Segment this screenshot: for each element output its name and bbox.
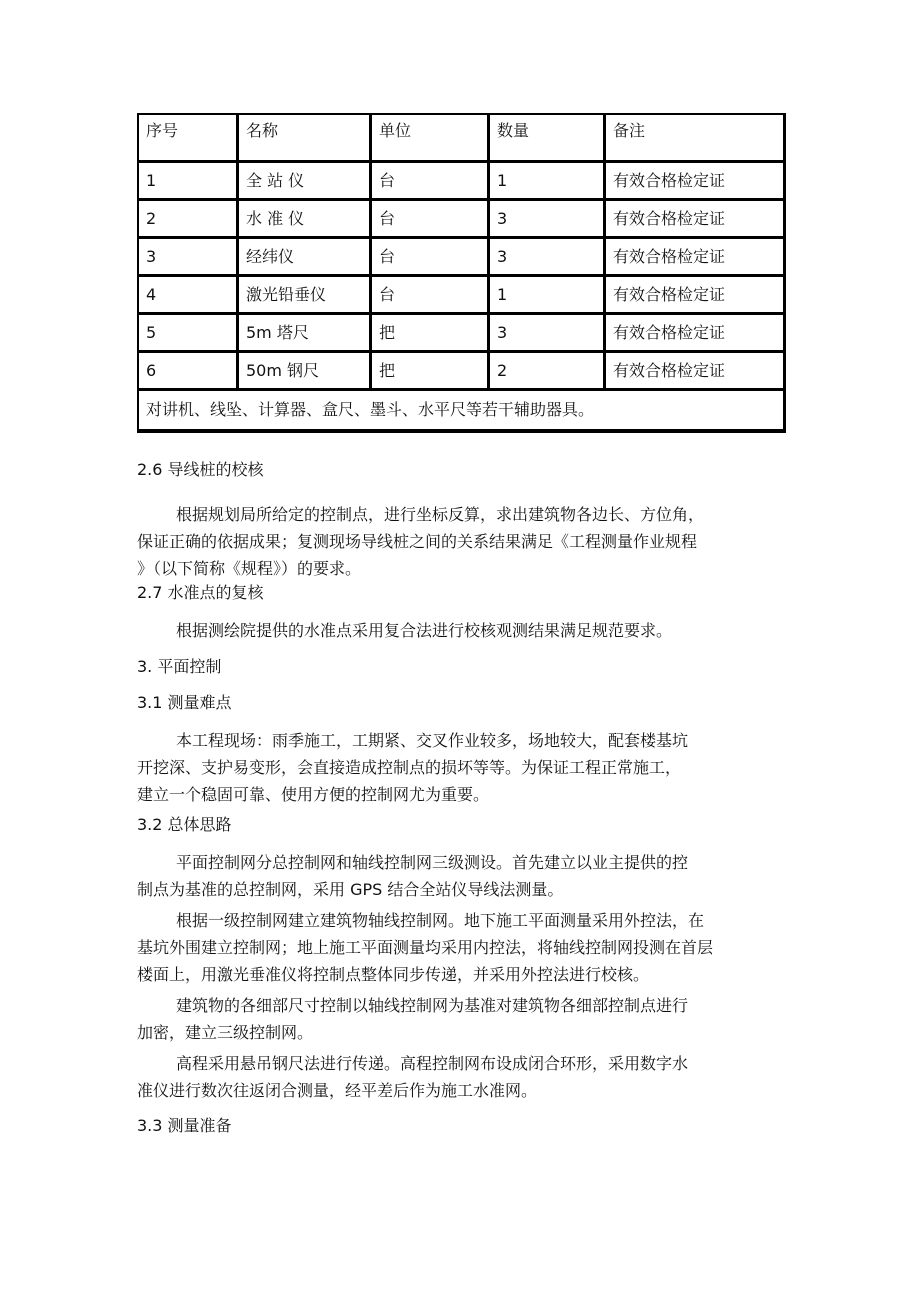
- paragraph-line: 制点为基准的总控制网，采用 GPS 结合全站仪导线法测量。: [137, 880, 564, 899]
- table-cell: 3: [489, 314, 605, 352]
- table-cell: 6: [138, 352, 238, 390]
- table-footer-note: 对讲机、线坠、计算器、盒尺、墨斗、水平尺等若干辅助器具。: [138, 390, 785, 432]
- section-heading-3-3: 3.3 测量准备: [137, 1116, 232, 1135]
- section-heading-2-6: 2.6 导线桩的校核: [137, 460, 264, 479]
- header-cell-unit: 单位: [371, 114, 489, 162]
- table-cell: 台: [371, 276, 489, 314]
- table-cell: 全 站 仪: [238, 162, 371, 200]
- table-cell: 水 准 仪: [238, 200, 371, 238]
- table-cell: 3: [138, 238, 238, 276]
- paragraph-line: 根据规划局所给定的控制点，进行坐标反算，求出建筑物各边长、方位角，: [176, 505, 705, 524]
- table-cell: 有效合格检定证: [605, 352, 785, 390]
- paragraph-2-7: [137, 617, 787, 644]
- table-cell: 50m 钢尺: [238, 352, 371, 390]
- paragraph-3-2-1: [137, 849, 787, 903]
- table-row: [138, 162, 785, 200]
- table-row: [138, 238, 785, 276]
- table-cell: 经纬仪: [238, 238, 371, 276]
- table-cell: 1: [489, 162, 605, 200]
- table-cell: 有效合格检定证: [605, 200, 785, 238]
- table-cell: 有效合格检定证: [605, 276, 785, 314]
- table-cell: 台: [371, 238, 489, 276]
- table-cell: 把: [371, 352, 489, 390]
- table-cell: 把: [371, 314, 489, 352]
- paragraph-3-2-2: [137, 907, 787, 988]
- section-heading-3-2: 3.2 总体思路: [137, 815, 232, 834]
- table-cell: 2: [138, 200, 238, 238]
- section-heading-2-7: 2.7 水准点的复核: [137, 583, 264, 602]
- table-cell: 激光铅垂仪: [238, 276, 371, 314]
- table-row: [138, 276, 785, 314]
- table-cell: 有效合格检定证: [605, 314, 785, 352]
- paragraph-line: 平面控制网分总控制网和轴线控制网三级测设。首先建立以业主提供的控: [176, 853, 689, 872]
- table-cell: 台: [371, 200, 489, 238]
- table-cell: 1: [489, 276, 605, 314]
- table-cell: 5: [138, 314, 238, 352]
- table-row: [138, 314, 785, 352]
- table-footer-row: [138, 390, 785, 432]
- table-cell: 有效合格检定证: [605, 162, 785, 200]
- section-heading-3: 3. 平面控制: [137, 657, 222, 676]
- table-cell: 4: [138, 276, 238, 314]
- paragraph-line: 保证正确的依据成果；复测现场导线桩之间的关系结果满足《工程测量作业规程: [137, 532, 698, 551]
- paragraph-line: 加密，建立三级控制网。: [137, 1023, 314, 1042]
- table-cell: 3: [489, 200, 605, 238]
- table-row: [138, 352, 785, 390]
- table-cell: 台: [371, 162, 489, 200]
- paragraph-line: 准仪进行数次往返闭合测量，经平差后作为施工水准网。: [137, 1081, 538, 1100]
- paragraph-line: 根据测绘院提供的水准点采用复合法进行校核观测结果满足规范要求。: [176, 621, 673, 640]
- section-heading-3-1: 3.1 测量难点: [137, 693, 232, 712]
- table-cell: 1: [138, 162, 238, 200]
- paragraph-line: 本工程现场：雨季施工，工期紧、交叉作业较多，场地较大，配套楼基坑: [176, 731, 689, 750]
- table-cell: 2: [489, 352, 605, 390]
- paragraph-3-2-4: [137, 1050, 787, 1104]
- paragraph-line: 基坑外围建立控制网；地上施工平面测量均采用内控法，将轴线控制网投测在首层: [137, 938, 714, 957]
- paragraph-2-6: [137, 501, 787, 582]
- header-cell-name: 名称: [238, 114, 371, 162]
- table-cell: 有效合格检定证: [605, 238, 785, 276]
- table-cell: 5m 塔尺: [238, 314, 371, 352]
- paragraph-line: 楼面上，用激光垂准仪将控制点整体同步传递，并采用外控法进行校核。: [137, 965, 650, 984]
- paragraph-line: 根据一级控制网建立建筑物轴线控制网。地下施工平面测量采用外控法，在: [176, 911, 705, 930]
- paragraph-line: 开挖深、支护易变形，会直接造成控制点的损坏等等。为保证工程正常施工，: [137, 758, 682, 777]
- header-cell-index: 序号: [138, 114, 238, 162]
- paragraph-line: 》（以下简称《规程》）的要求。: [137, 559, 362, 578]
- paragraph-line: 建立一个稳固可靠、使用方便的控制网尤为重要。: [137, 785, 490, 804]
- table-cell: 3: [489, 238, 605, 276]
- paragraph-line: 高程采用悬吊钢尺法进行传递。高程控制网布设成闭合环形，采用数字水: [176, 1054, 689, 1073]
- table-row: [138, 200, 785, 238]
- paragraph-3-1: [137, 727, 787, 808]
- header-cell-quantity: 数量: [489, 114, 605, 162]
- paragraph-line: 建筑物的各细部尺寸控制以轴线控制网为基准对建筑物各细部控制点进行: [176, 996, 689, 1015]
- equipment-table: [137, 113, 786, 433]
- table-header-row: [138, 114, 785, 162]
- paragraph-3-2-3: [137, 992, 787, 1046]
- header-cell-remark: 备注: [605, 114, 785, 162]
